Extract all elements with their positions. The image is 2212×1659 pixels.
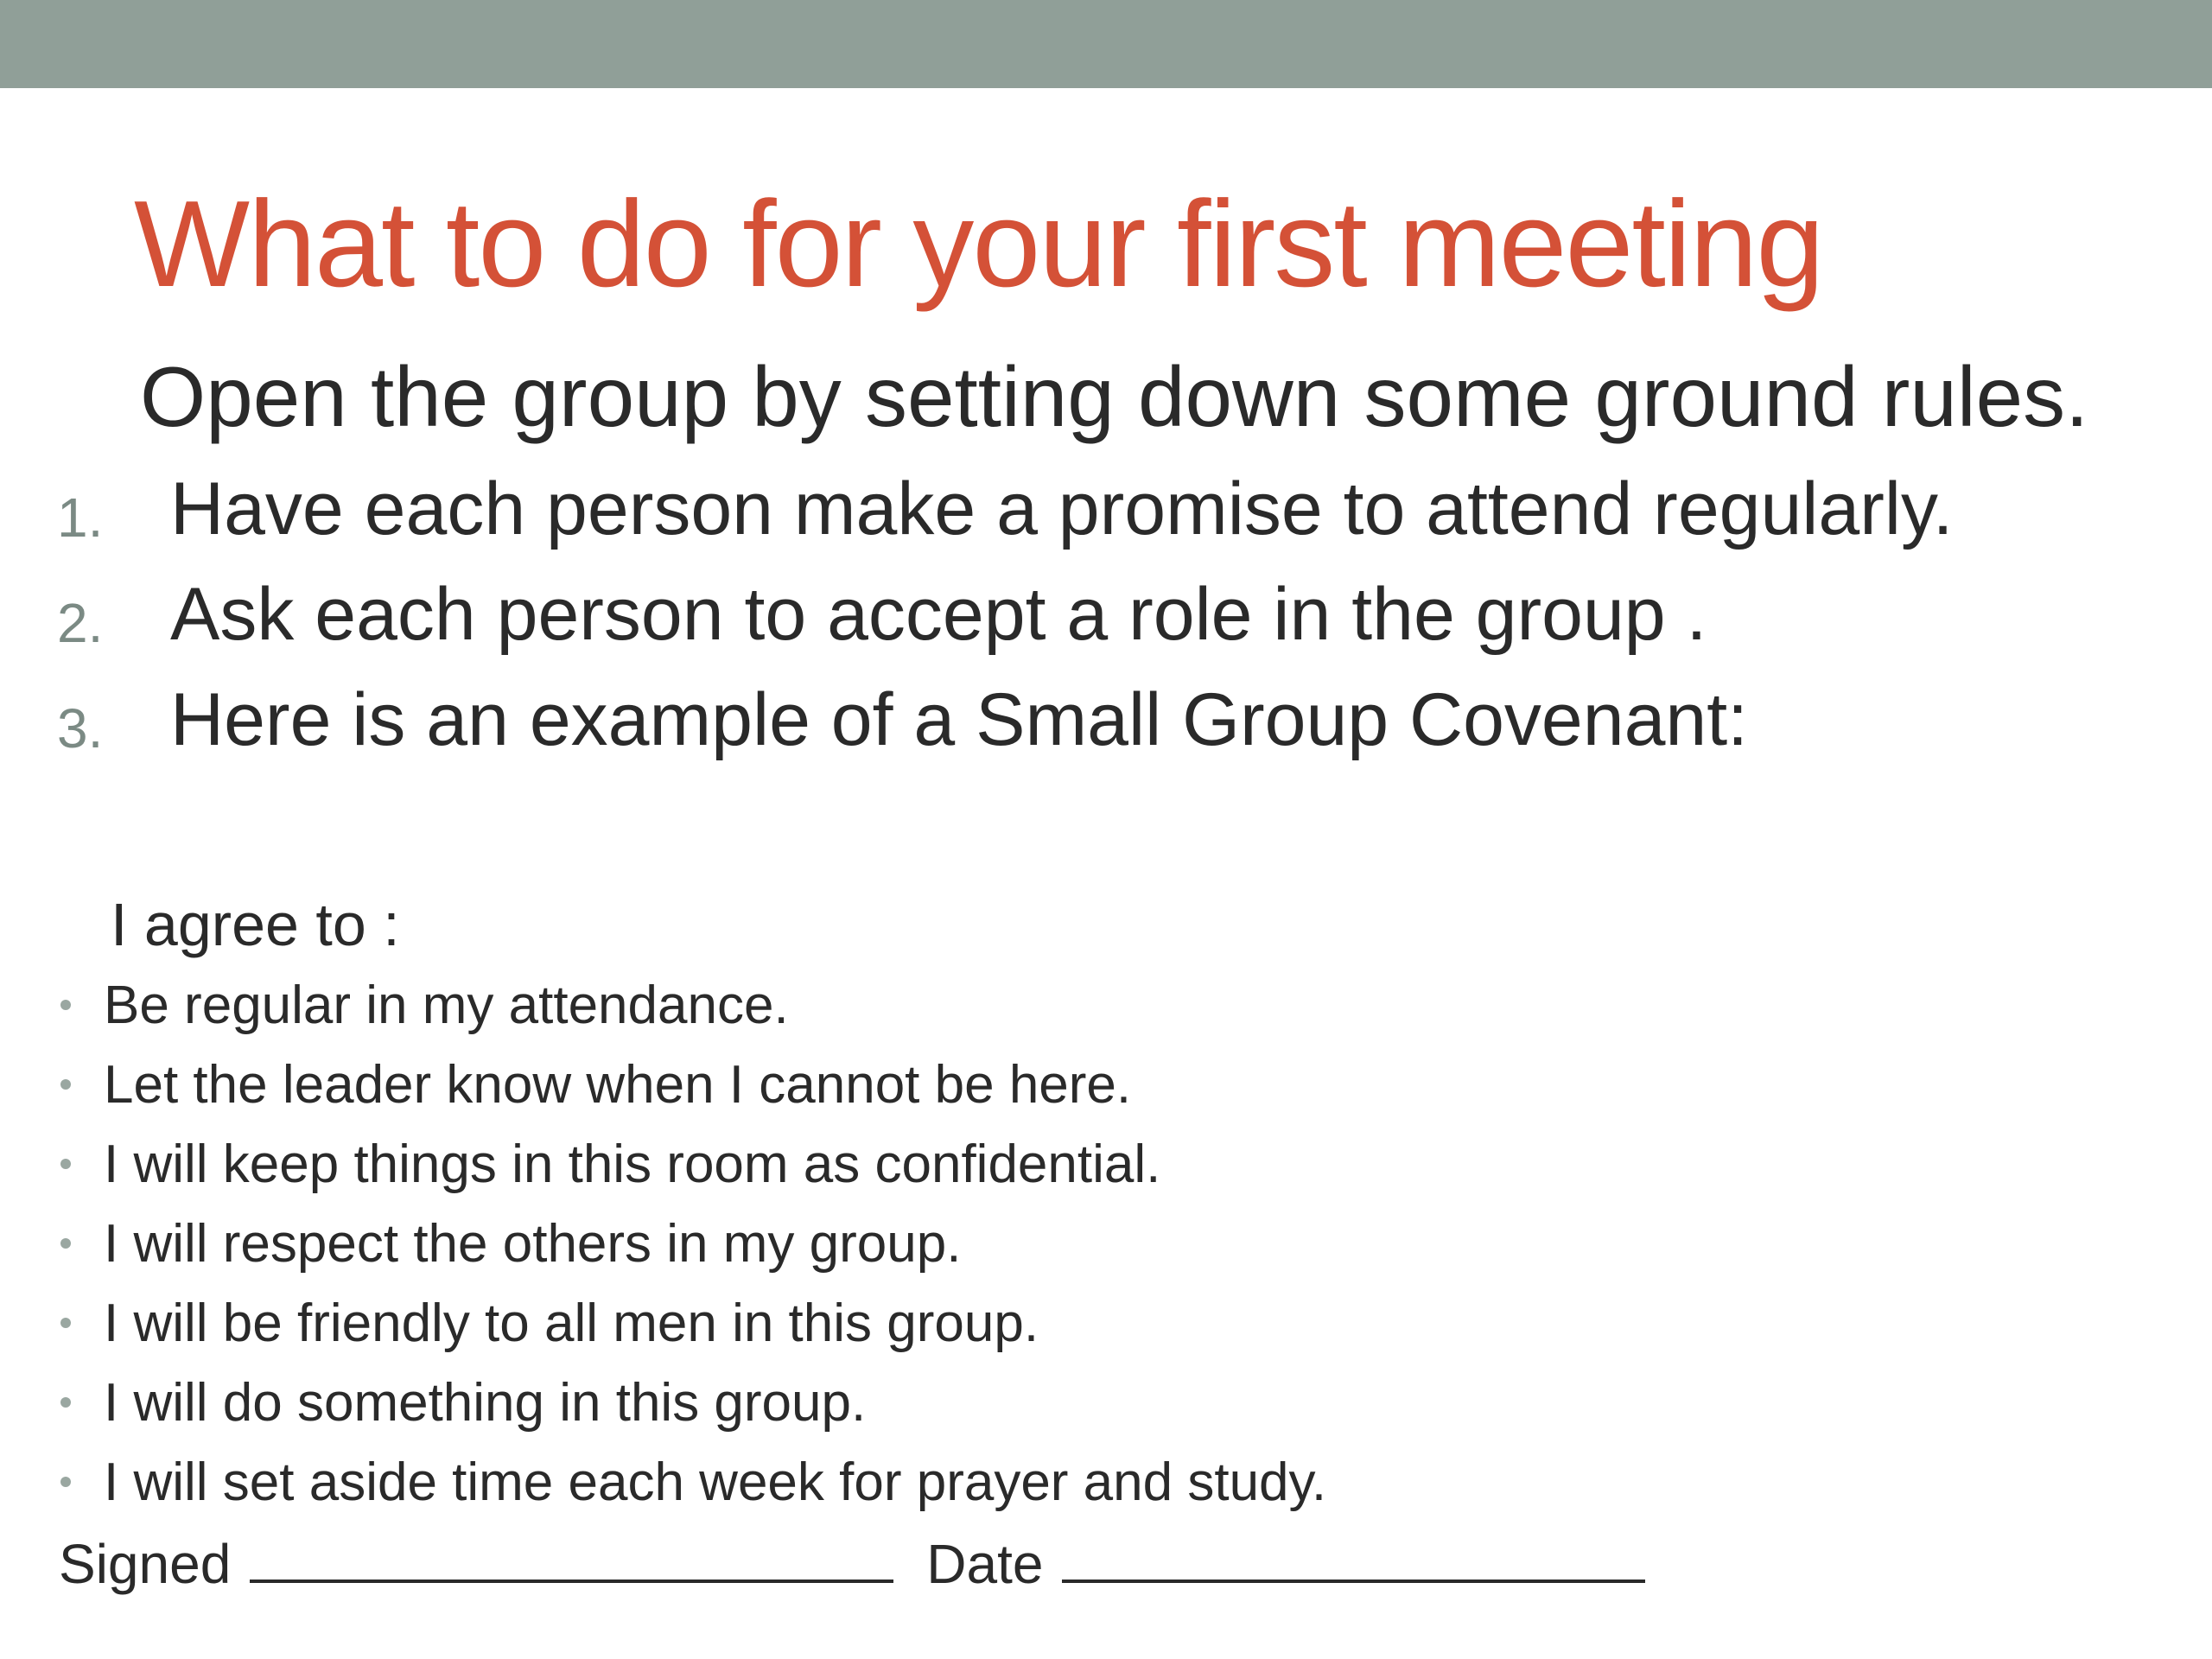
- covenant-item-text: Let the leader know when I cannot be here.: [104, 1055, 1132, 1115]
- covenant-intro: I agree to :: [111, 891, 400, 958]
- signature-row: [59, 1533, 1645, 1595]
- covenant-item-text: I will keep things in this room as confidential.: [104, 1135, 1161, 1194]
- signed-label: Signed: [59, 1533, 232, 1595]
- list-item-text: Here is an example of a Small Group Covenant:: [170, 678, 1749, 761]
- covenant-item-text: I will set aside time each week for prayer and study.: [104, 1452, 1327, 1512]
- bullet-icon: [60, 1318, 71, 1328]
- bullet-icon: [60, 1477, 71, 1487]
- list-number: 2.: [57, 592, 104, 654]
- bullet-icon: [60, 1397, 71, 1408]
- list-number: 1.: [57, 486, 104, 549]
- list-number: 3.: [57, 697, 104, 760]
- signature-blank: [250, 1571, 893, 1583]
- slide-title: What to do for your first meeting: [134, 175, 1823, 313]
- bullet-icon: [60, 1159, 71, 1169]
- covenant-item-text: I will do something in this group.: [104, 1373, 867, 1433]
- slide-header-band: [0, 0, 2212, 88]
- slide-subtitle: Open the group by setting down some ground rules.: [140, 349, 2089, 444]
- bullet-icon: [60, 1079, 71, 1090]
- covenant-item-text: Be regular in my attendance.: [104, 976, 789, 1035]
- bullet-icon: [60, 1238, 71, 1249]
- date-label: Date: [926, 1533, 1044, 1595]
- date-blank: [1062, 1571, 1645, 1583]
- covenant-item-text: I will respect the others in my group.: [104, 1214, 962, 1274]
- covenant-item-text: I will be friendly to all men in this group.: [104, 1294, 1039, 1353]
- list-item-text: Have each person make a promise to attend regularly.: [170, 467, 1954, 550]
- list-item-text: Ask each person to accept a role in the group .: [170, 573, 1707, 656]
- bullet-icon: [60, 1000, 71, 1010]
